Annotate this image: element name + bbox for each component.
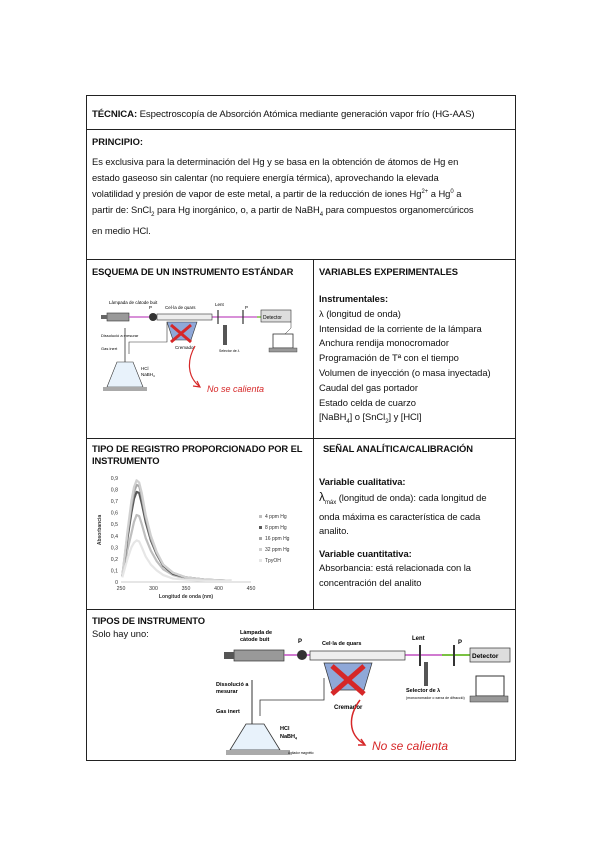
burner-label-large: Cremador: [334, 705, 363, 711]
y-tick-label: 0: [115, 580, 118, 586]
gas-line: [129, 322, 167, 354]
dissolution-label-large-2: mesurar: [216, 689, 238, 695]
keyboard-icon-large: [470, 696, 508, 702]
note-text-large: No se calienta: [372, 739, 449, 753]
signal-heading: SEÑAL ANALÍTICA/CALIBRACIÓN: [323, 443, 473, 454]
technique-title: [92, 109, 474, 120]
legend-marker: [259, 515, 262, 518]
lamp-icon: [107, 313, 129, 321]
y-tick-label: 0,6: [110, 510, 118, 517]
gas-label-large: Gas inert: [216, 709, 240, 715]
principle-line: estado gaseoso sin calentar (no requiere energía térmica), aprovechando la elevada: [92, 171, 439, 183]
series-line: [122, 515, 231, 581]
detector-label: Detector: [263, 315, 282, 321]
variable-item: [NaBH$_4$] o [SnCl$_2$] y [HCl]: [319, 411, 422, 426]
computer-icon: [273, 334, 293, 348]
variables-cell: [314, 260, 515, 438]
flask-icon: [107, 362, 143, 387]
y-axis-label: Absorbancia: [97, 514, 103, 546]
hcl-label: HCl: [141, 366, 149, 371]
series-line: [122, 485, 231, 581]
register-heading: TIPO DE REGISTRO PROPORCIONADO POR EL INSTRUMENTO: [92, 443, 303, 466]
y-tick-label: 0,4: [110, 533, 118, 540]
variables-list: [319, 292, 517, 430]
chopper-icon: [149, 313, 157, 321]
quantitative-line: concentración del analito: [319, 576, 422, 588]
chopper-icon-large: [297, 650, 307, 660]
selector-icon: [223, 325, 227, 345]
selector-icon-large: [424, 662, 428, 686]
dissolution-label-large: Dissolució a: [216, 682, 249, 688]
legend-entry: 4 ppm Hg: [265, 514, 287, 520]
variable-item: Intensidad de la corriente de la lámpara: [319, 322, 482, 334]
lamp-icon-large: [234, 650, 284, 661]
lens-label: Lent: [215, 302, 224, 307]
variable-item: Volumen de inyección (o masa inyectada): [319, 366, 491, 378]
legend-marker: [259, 548, 262, 551]
cell-label-large: Cel·la de quars: [322, 641, 362, 647]
qualitative-line: $\lambda_{máx}$ (longitud de onda): cada longitud de: [319, 489, 487, 506]
magnet-label-large: Agitador magnètic: [288, 751, 314, 755]
variable-item: λ (longitud de onda): [319, 307, 401, 319]
legend-marker: [259, 537, 262, 540]
types-text: Solo hay uno:: [92, 628, 149, 639]
quartz-cell: [157, 314, 212, 320]
lamp-base-icon-large: [224, 652, 234, 659]
x-tick-label: 350: [181, 586, 191, 592]
absorbance-chart: [87, 472, 312, 607]
signal-body: [319, 475, 517, 590]
x-axis-label: Longitud de onda (nm): [158, 594, 214, 600]
computer-icon-large: [476, 676, 504, 696]
principle-line: Es exclusiva para la determinación del Hg y se basa en la obtención de átomos de Hg en: [92, 156, 459, 167]
legend-marker: [259, 526, 262, 529]
stirrer-icon-large: [226, 750, 290, 755]
x-tick-label: 400: [214, 586, 223, 592]
quantitative-label: Variable cuantitativa:: [319, 547, 412, 559]
technique-value: Espectroscopía de Absorción Atómica mediante generación vapor frío (HG-AAS): [139, 109, 475, 120]
y-tick-label: 0,2: [110, 556, 118, 563]
series-line: [122, 492, 231, 581]
y-tick-label: 0,8: [110, 487, 118, 494]
principle-line: volatilidad y presión de vapor de este metal, a partir de la reducción de iones $Hg^{2+}$ a Hg$^0$ a: [92, 188, 462, 200]
instrument-diagram-small: [87, 282, 312, 432]
legend-entry: 16 ppm Hg: [265, 536, 290, 542]
scheme-heading: ESQUEMA DE UN INSTRUMENTO ESTÁNDAR: [92, 266, 294, 277]
p-label: P: [149, 305, 153, 310]
burner-label: Cremador: [175, 345, 196, 350]
principle-heading: PRINCIPIO:: [92, 136, 144, 147]
x-tick-label: 450: [246, 586, 256, 592]
nabh-label: NaBH$_4$: [141, 372, 155, 378]
instrument-diagram-large: [212, 620, 512, 758]
lens-label-large: Lent: [412, 636, 425, 642]
quantitative-line: Absorbancia: está relacionada con la: [319, 562, 471, 574]
y-tick-label: 0,5: [110, 522, 118, 529]
p-label-2: P: [245, 305, 249, 310]
nabh-label-large: NaBH$_4$: [280, 734, 297, 741]
stirrer-icon: [103, 387, 147, 391]
dissolution-label: Dissolució a mesurar: [101, 333, 139, 338]
gas-line-large: [260, 678, 324, 716]
document-table: [86, 95, 516, 761]
y-tick-label: 0,7: [110, 499, 118, 506]
y-tick-label: 0,1: [110, 568, 118, 575]
x-tick-label: 300: [149, 586, 158, 592]
qualitative-label: Variable cualitativa:: [319, 476, 406, 487]
p-label-large-2: P: [458, 640, 463, 646]
instrumental-label: Instrumentales:: [319, 293, 389, 304]
hcl-label-large: HCl: [280, 726, 290, 732]
variable-item: Programación de Tª con el tiempo: [319, 352, 459, 364]
variable-item: Caudal del gas portador: [319, 381, 418, 393]
qualitative-line: onda máxima es característica de cada: [319, 510, 481, 522]
principle-row: [87, 130, 515, 260]
lamp-label-large-3: càtode buit: [240, 637, 270, 643]
x-tick-label: 250: [116, 586, 126, 592]
lamp-label: Làmpada de càtode buit: [109, 300, 158, 305]
note-arrow: [189, 346, 199, 386]
quartz-cell-large: [310, 651, 405, 660]
legend-entry: 32 ppm Hg: [265, 547, 290, 553]
p-label-large: P: [298, 639, 303, 645]
selector-label-large: Selector de λ: [406, 688, 441, 694]
legend-entry: 8 ppm Hg: [265, 525, 287, 531]
principle-line: en medio HCl.: [92, 225, 151, 236]
principle-body: [92, 154, 512, 239]
variable-item: Anchura rendija monocromador: [319, 337, 449, 349]
scheme-cell: [87, 260, 314, 438]
types-row: [87, 610, 515, 761]
register-row: [87, 439, 515, 610]
selector-label: Selector de λ: [219, 349, 240, 353]
scheme-row: [87, 260, 515, 439]
y-tick-label: 0,3: [110, 545, 118, 552]
gas-label: Gas inert: [101, 346, 118, 351]
register-cell: [87, 439, 314, 609]
y-tick-label: 0,9: [110, 476, 118, 482]
variables-heading: VARIABLES EXPERIMENTALES: [319, 266, 458, 277]
lamp-base-icon: [101, 315, 107, 319]
legend-entry: TpyOH: [265, 558, 281, 564]
technique-row: [87, 96, 515, 130]
detector-label-large: Detector: [472, 653, 499, 660]
note-text: No se calienta: [207, 384, 265, 394]
qualitative-line: analito.: [319, 525, 349, 537]
signal-cell: [314, 439, 515, 609]
legend-marker: [259, 559, 262, 562]
principle-line: partir de: SnCl$_2$ para Hg inorgánico, o, a partir de NaBH$_4$ para compuestos organomercúricos: [92, 203, 474, 218]
lamp-label-large: Làmpada de: [240, 630, 273, 636]
variable-item: Estado celda de cuarzo: [319, 396, 416, 408]
cell-label: Cel·la de quars: [165, 305, 196, 310]
selector-sub-large: (monocromador o xarxa de difracció): [406, 696, 465, 700]
types-heading: TIPOS DE INSTRUMENTO: [92, 615, 205, 626]
keyboard-icon: [269, 348, 297, 352]
cable-icon: [285, 322, 291, 334]
technique-label: TÉCNICA:: [92, 109, 138, 120]
flask-icon-large: [230, 724, 280, 750]
